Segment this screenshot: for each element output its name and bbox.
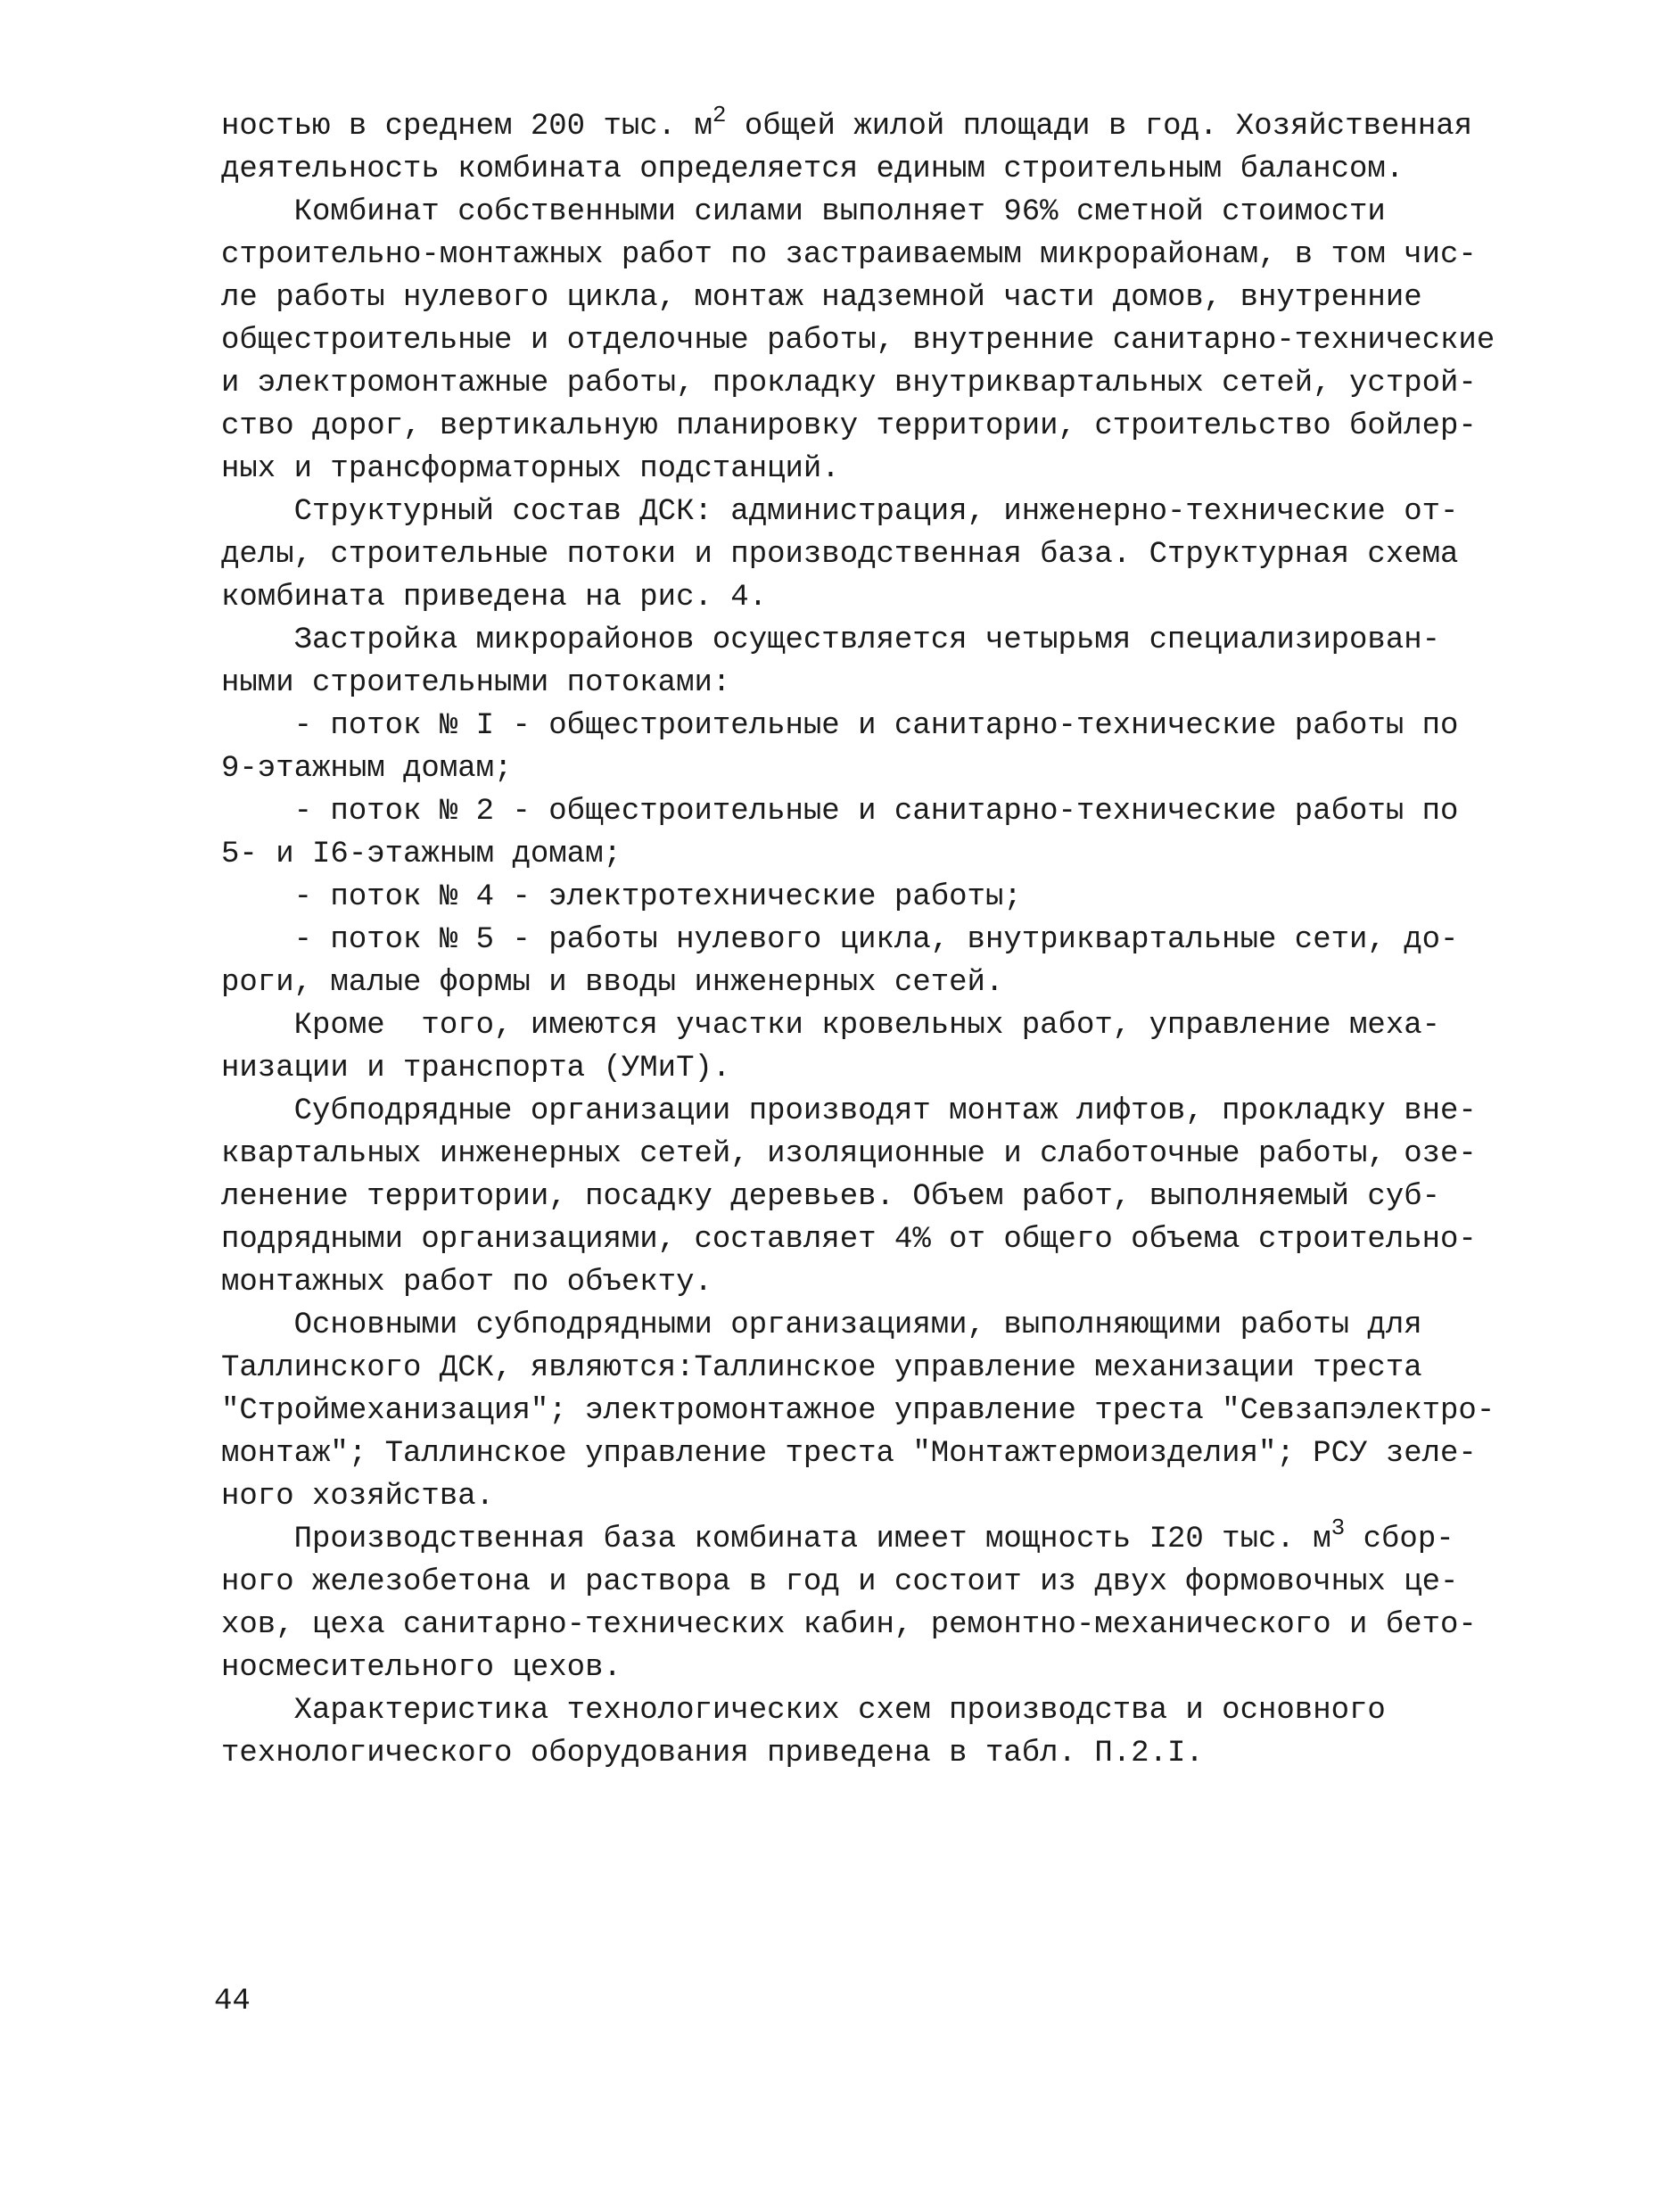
text-line-content: монтажных работ по объекту.	[221, 1266, 713, 1300]
text-line-content: носмесительного цехов.	[221, 1651, 622, 1685]
text-line-content: ство дорог, вертикальную планировку территории, строительство бойлер-	[221, 409, 1477, 443]
text-line-content: "Строймеханизация"; электромонтажное управление треста "Севзапэлектро-	[221, 1394, 1495, 1428]
text-line	[221, 234, 1477, 276]
text-line-content: технологического оборудования приведена в табл. П.2.I.	[221, 1737, 1204, 1770]
text-line	[221, 1689, 1470, 1732]
text-line-content: ного железобетона и раствора в год и состоит из двух формовочных це-	[221, 1565, 1459, 1599]
text-line-content: низации и транспорта (УМиТ).	[221, 1052, 731, 1085]
text-line-content: Застройка микрорайонов осуществляется четырьмя специализирован-	[221, 623, 1441, 657]
text-line	[221, 533, 1470, 576]
text-line-content: строительно-монтажных работ по застраиваемым микрорайонам, в том чис-	[221, 238, 1477, 272]
text-line	[221, 491, 1470, 533]
text-line	[221, 1514, 1470, 1561]
text-line	[221, 876, 1470, 919]
text-line-content: роги, малые формы и вводы инженерных сетей.	[221, 966, 1004, 1000]
text-line-content: Основными субподрядными организациями, выполняющими работы для	[221, 1308, 1422, 1342]
text-line-content: - поток № 4 - электротехнические работы;	[221, 880, 1022, 914]
text-line	[221, 1176, 1470, 1218]
text-line	[221, 148, 1470, 191]
text-line	[221, 1090, 1477, 1133]
text-line	[221, 362, 1477, 405]
text-line-content: - поток № 2 - общестроительные и санитарно-технические работы по	[221, 795, 1459, 829]
text-line	[221, 747, 1470, 790]
text-line-content: комбината приведена на рис. 4.	[221, 581, 768, 615]
text-line-content: Субподрядные организации производят монтаж лифтов, прокладку вне-	[221, 1094, 1477, 1128]
text-line-content: общестроительные и отделочные работы, внутренние санитарно-технические	[221, 324, 1495, 358]
text-line	[221, 1261, 1470, 1304]
text-line	[221, 619, 1470, 662]
text-line-content: 9-этажным домам;	[221, 752, 513, 786]
text-line	[221, 276, 1470, 319]
text-line-content: квартальных инженерных сетей, изоляционные и слаботочные работы, озе-	[221, 1137, 1477, 1171]
text-line	[221, 576, 1470, 619]
text-line	[221, 962, 1470, 1004]
text-line	[221, 1732, 1470, 1775]
text-line-content: - поток № 5 - работы нулевого цикла, внутриквартальные сети, до-	[221, 923, 1459, 957]
text-line	[221, 919, 1470, 962]
text-line-content: подрядными организациями, составляет 4% от общего объема строительно-	[221, 1223, 1477, 1257]
text-line-content: монтаж"; Таллинское управление треста "Монтажтермоизделия"; РСУ зеле-	[221, 1437, 1477, 1471]
text-line	[221, 1390, 1495, 1432]
page-number: 44	[214, 1985, 251, 2018]
text-line-content: ностью в среднем 200 тыс. м	[221, 110, 713, 144]
text-line	[221, 1475, 1470, 1518]
text-line-continuation: общей жилой площади в год. Хозяйственная	[726, 110, 1473, 144]
text-line	[221, 1347, 1470, 1390]
text-line-content: ного хозяйства.	[221, 1480, 495, 1514]
text-line-content: хов, цеха санитарно-технических кабин, ремонтно-механического и бето-	[221, 1608, 1477, 1642]
text-line	[221, 1218, 1477, 1261]
text-line	[221, 319, 1495, 362]
text-line	[221, 191, 1470, 234]
superscript: 2	[712, 101, 727, 128]
text-line	[221, 1604, 1477, 1647]
text-line	[221, 101, 1473, 148]
text-line-content: ленение территории, посадку деревьев. Объем работ, выполняемый суб-	[221, 1180, 1441, 1214]
text-line	[221, 1432, 1477, 1475]
text-line	[221, 833, 1470, 876]
text-line-content: ными строительными потоками:	[221, 666, 731, 700]
text-line-content: 5- и I6-этажным домам;	[221, 838, 622, 871]
text-line	[221, 790, 1470, 833]
text-line	[221, 1133, 1477, 1176]
text-line-content: - поток № I - общестроительные и санитарно-технические работы по	[221, 709, 1459, 743]
text-line	[221, 1004, 1470, 1047]
text-line	[221, 662, 1470, 705]
text-line	[221, 705, 1470, 747]
text-line-content: Кроме того, имеются участки кровельных работ, управление меха-	[221, 1009, 1441, 1043]
text-line-continuation: сбор-	[1345, 1523, 1454, 1556]
text-line	[221, 1047, 1470, 1090]
text-line-content: Таллинского ДСК, являются:Таллинское управление механизации треста	[221, 1351, 1422, 1385]
text-line-content: деятельность комбината определяется единым строительным балансом.	[221, 153, 1405, 186]
text-line-content: Структурный состав ДСК: администрация, инженерно-технические от-	[221, 495, 1459, 529]
body-text	[221, 101, 1495, 1775]
text-line	[221, 1647, 1470, 1689]
text-line-content: делы, строительные потоки и производственная база. Структурная схема	[221, 538, 1459, 572]
text-line-content: ных и трансформаторных подстанций.	[221, 452, 840, 486]
text-line-content: Комбинат собственными силами выполняет 96% сметной стоимости	[221, 195, 1386, 229]
text-line	[221, 448, 1470, 491]
text-line	[221, 405, 1477, 448]
text-line-content: Производственная база комбината имеет мощность I20 тыс. м	[221, 1523, 1331, 1556]
text-line-content: Характеристика технологических схем производства и основного	[221, 1694, 1386, 1728]
text-line	[221, 1304, 1470, 1347]
text-line	[221, 1561, 1470, 1604]
text-line-content: ле работы нулевого цикла, монтаж надземной части домов, внутренние	[221, 281, 1422, 315]
text-line-content: и электромонтажные работы, прокладку внутриквартальных сетей, устрой-	[221, 367, 1477, 400]
superscript: 3	[1330, 1514, 1346, 1541]
